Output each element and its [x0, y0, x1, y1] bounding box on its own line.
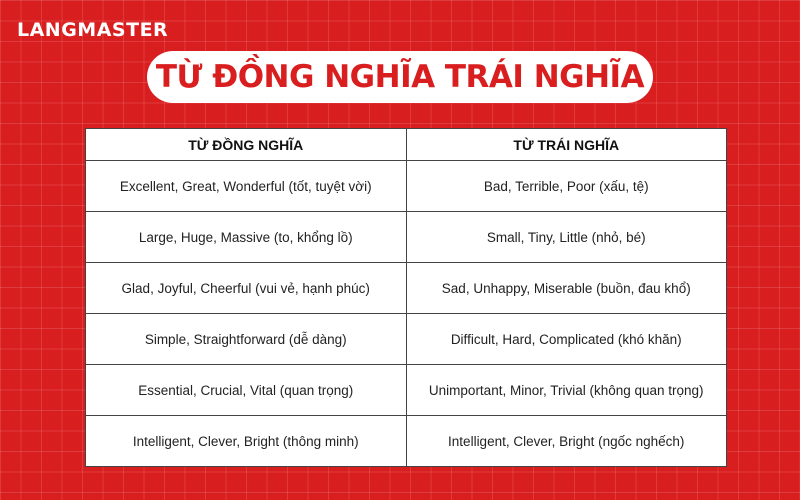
- antonym-cell: Bad, Terrible, Poor (xấu, tệ): [406, 161, 727, 212]
- synonym-cell: Simple, Straightforward (dễ dàng): [86, 314, 407, 365]
- synonym-cell: Glad, Joyful, Cheerful (vui vẻ, hạnh phúc): [86, 263, 407, 314]
- table-row: [86, 212, 727, 263]
- page-title: TỪ ĐỒNG NGHĨA TRÁI NGHĨA: [147, 51, 653, 103]
- table-row: [86, 365, 727, 416]
- antonym-cell: Intelligent, Clever, Bright (ngốc nghếch): [406, 416, 727, 467]
- header-synonyms: TỪ ĐỒNG NGHĨA: [86, 129, 407, 161]
- antonym-cell: Sad, Unhappy, Miserable (buồn, đau khổ): [406, 263, 727, 314]
- antonym-cell: Small, Tiny, Little (nhỏ, bé): [406, 212, 727, 263]
- table-row: [86, 416, 727, 467]
- synonym-cell: Essential, Crucial, Vital (quan trọng): [86, 365, 407, 416]
- synonym-cell: Large, Huge, Massive (to, khổng lồ): [86, 212, 407, 263]
- table-row: [86, 314, 727, 365]
- synonym-antonym-table: [85, 128, 727, 467]
- table-row: [86, 263, 727, 314]
- synonym-cell: Excellent, Great, Wonderful (tốt, tuyệt vời): [86, 161, 407, 212]
- table-header-row: [86, 129, 727, 161]
- table-row: [86, 161, 727, 212]
- antonym-cell: Difficult, Hard, Complicated (khó khăn): [406, 314, 727, 365]
- synonym-cell: Intelligent, Clever, Bright (thông minh): [86, 416, 407, 467]
- antonym-cell: Unimportant, Minor, Trivial (không quan trọng): [406, 365, 727, 416]
- brand-logo: LANGMASTER: [17, 19, 169, 41]
- header-antonyms: TỪ TRÁI NGHĨA: [406, 129, 727, 161]
